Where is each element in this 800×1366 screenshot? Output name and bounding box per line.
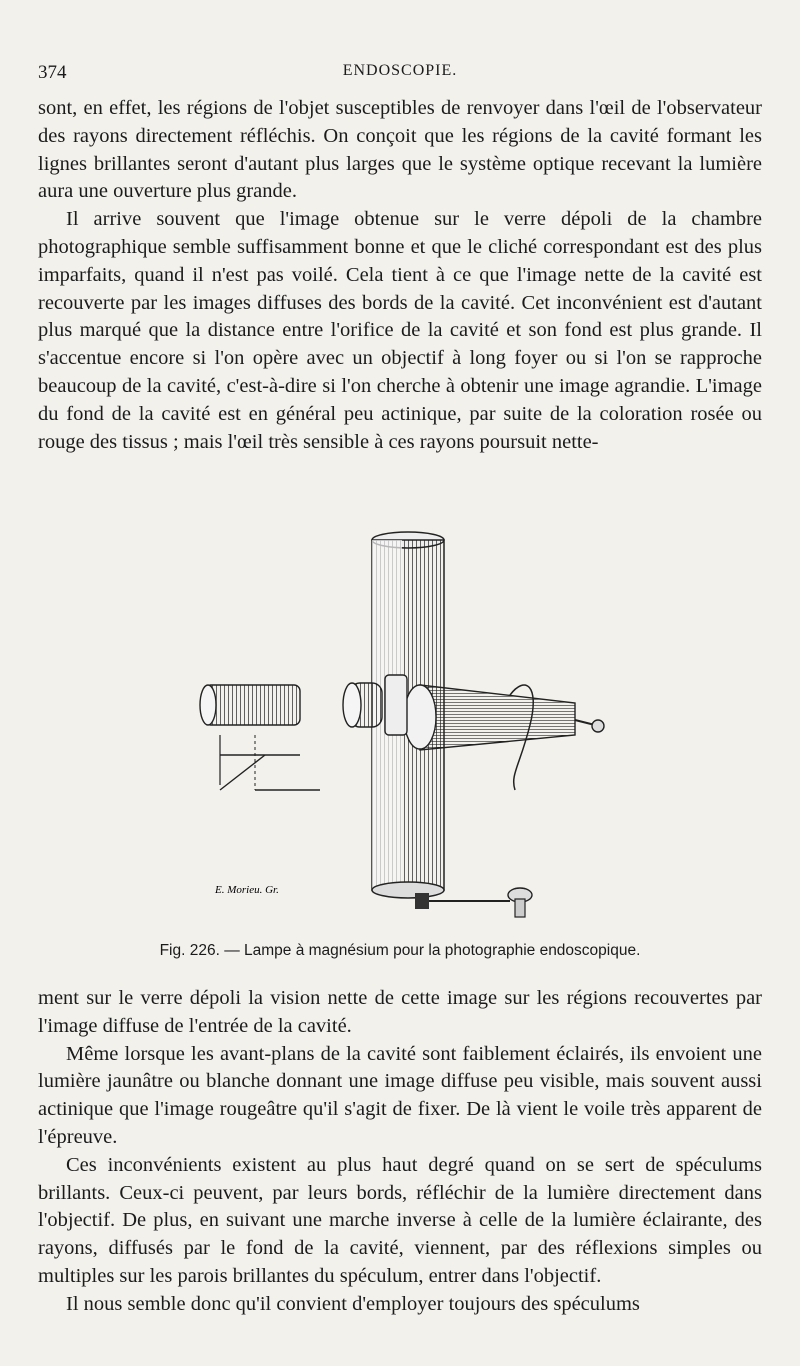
paragraph: Même lorsque les avant-plans de la cavité sont faiblement éclairés, ils envoient une lumière jaunâtre ou blanche donnant une image diffuse peu visible, mais souvent aussi actinique que l'image rougeâtre qu'il s'agit de fixer. De là vient le voile très apparent de l'épreuve. bbox=[38, 1042, 762, 1148]
running-head: ENDOSCOPIE. bbox=[342, 62, 458, 79]
engraver-signature: E. Morieu. Gr. bbox=[215, 884, 279, 896]
figure-magnesium-lamp bbox=[180, 525, 620, 925]
text-block-bottom bbox=[38, 985, 762, 1319]
lamp-illustration bbox=[180, 525, 620, 925]
lens-collar bbox=[343, 675, 407, 735]
figure-caption: Fig. 226. — Lampe à magnésium pour la photographie endoscopique. bbox=[159, 942, 641, 959]
paragraph: ment sur le verre dépoli la vision nette de cette image sur les régions recouvertes par l'image diffuse de l'entrée de la cavité. bbox=[38, 987, 762, 1037]
text-block-top bbox=[38, 95, 762, 456]
detached-parts bbox=[200, 685, 320, 790]
page-header bbox=[38, 62, 762, 86]
paragraph: sont, en effet, les régions de l'objet susceptibles de renvoyer dans l'œil de l'observateur des rayons directement réfléchis. On conçoit que les régions de la cavité formant les lignes brillantes seront d'autant plus larges que le système optique recevant la lumière aura une ouverture plus grande. bbox=[38, 97, 762, 203]
page-number: 374 bbox=[38, 62, 67, 83]
paragraph: Ces inconvénients existent au plus haut degré quand on se sert de spéculums brillants. Ceux-ci peuvent, par leurs bords, réfléchir de la lumière directement dans l'objectif. De plus, en suivant une marche inverse à celle de la lumière éclairante, des rayons, diffusés par le fond de la cavité, viennent, par des réflexions simples ou multiples sur les parois brillantes du spéculum, entrer dans l'objectif. bbox=[38, 1153, 762, 1287]
paragraph: Il arrive souvent que l'image obtenue sur le verre dépoli de la chambre photographique semble suffisamment bonne et que le cliché correspondant est des plus imparfaits, quand il n'est pas voilé. Cela tient à ce que l'image nette de la cavité est recouverte par les images diffuses des bords de la cavité. Cet inconvénient est d'autant plus marqué que la distance entre l'orifice de la cavité et son fond est plus grande. Il s'accentue encore si l'on opère avec un objectif à long foyer ou si l'on se rapproche beaucoup de la cavité, c'est-à-dire si l'on cherche à obtenir une image agrandie. L'image du fond de la cavité est en général peu actinique, par suite de la coloration rosée ou rouge des tissus ; mais l'œil très sensible à ces rayons poursuit nette- bbox=[38, 208, 762, 453]
paragraph: Il nous semble donc qu'il convient d'employer toujours des spéculums bbox=[66, 1292, 640, 1315]
